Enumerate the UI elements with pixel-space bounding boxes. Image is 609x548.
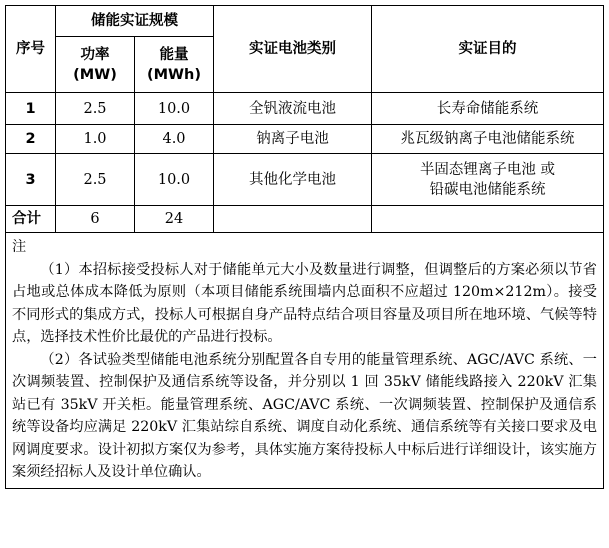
header-scale-group: 储能实证规模	[56, 6, 214, 37]
total-blank-purpose	[372, 206, 604, 233]
row-battery-type: 钠离子电池	[214, 125, 372, 154]
header-energy	[135, 37, 214, 93]
table-row	[6, 93, 604, 125]
row-power: 2.5	[56, 154, 135, 206]
row-index: 3	[6, 154, 56, 206]
header-energy-label: 能量	[159, 46, 189, 63]
notes-title: 注	[12, 239, 27, 255]
table-row	[6, 125, 604, 154]
total-label: 合计	[6, 206, 56, 233]
row-purpose-line2: 铅碳电池储能系统	[429, 181, 546, 198]
notes-paragraph-1: （1）本招标接受投标人对于储能单元大小及数量进行调整，但调整后的方案必须以节省占地或总体成本降低为原则（本项目储能系统围墙内总面积不应超过 120m×212m）。接受不同形式的集成方式，投标人可根据自身产品特点结合项目容量及项目所在地环境、气候等特点，选择技术性价比最优的产品进行投标。	[12, 261, 597, 345]
row-power: 2.5	[56, 93, 135, 125]
total-power: 6	[56, 206, 135, 233]
row-energy: 10.0	[135, 93, 214, 125]
row-index: 1	[6, 93, 56, 125]
row-energy: 10.0	[135, 154, 214, 206]
header-power-unit: (MW)	[73, 66, 117, 83]
header-power	[56, 37, 135, 93]
notes-cell	[6, 233, 604, 489]
header-power-label: 功率	[80, 46, 110, 63]
total-energy: 24	[135, 206, 214, 233]
row-purpose: 兆瓦级钠离子电池储能系统	[372, 125, 604, 154]
row-power: 1.0	[56, 125, 135, 154]
table-row	[6, 154, 604, 206]
row-purpose: 长寿命储能系统	[372, 93, 604, 125]
total-blank-type	[214, 206, 372, 233]
row-battery-type: 其他化学电池	[214, 154, 372, 206]
row-energy: 4.0	[135, 125, 214, 154]
row-battery-type: 全钒液流电池	[214, 93, 372, 125]
notes-row	[6, 233, 604, 489]
header-battery-type: 实证电池类别	[214, 6, 372, 93]
header-energy-unit: (MWh)	[147, 66, 201, 83]
row-purpose	[372, 154, 604, 206]
row-index: 2	[6, 125, 56, 154]
notes-paragraph-2: （2）各试验类型储能电池系统分别配置各自专用的能量管理系统、AGC/AVC 系统、一次调频装置、控制保护及通信系统等设备，并分别以 1 回 35kV 储能线路接入 220kV 汇集站已有 35kV 开关柜。能量管理系统、AGC/AVC 系统、一次调频装置、控制保护及通信系统等设备均应满足 220kV 汇集站综自系统、调度自动化系统、通信系统等有关接口要求及电网调度要求。设计初拟方案仅为参考，具体实施方案待投标人中标后进行详细设计，该实施方案须经招标人及设计单位确认。	[12, 351, 597, 480]
header-index: 序号	[6, 6, 56, 93]
header-purpose: 实证目的	[372, 6, 604, 93]
total-row	[6, 206, 604, 233]
demonstration-scale-table	[5, 5, 604, 489]
row-purpose-line1: 半固态锂离子电池 或	[419, 161, 556, 178]
